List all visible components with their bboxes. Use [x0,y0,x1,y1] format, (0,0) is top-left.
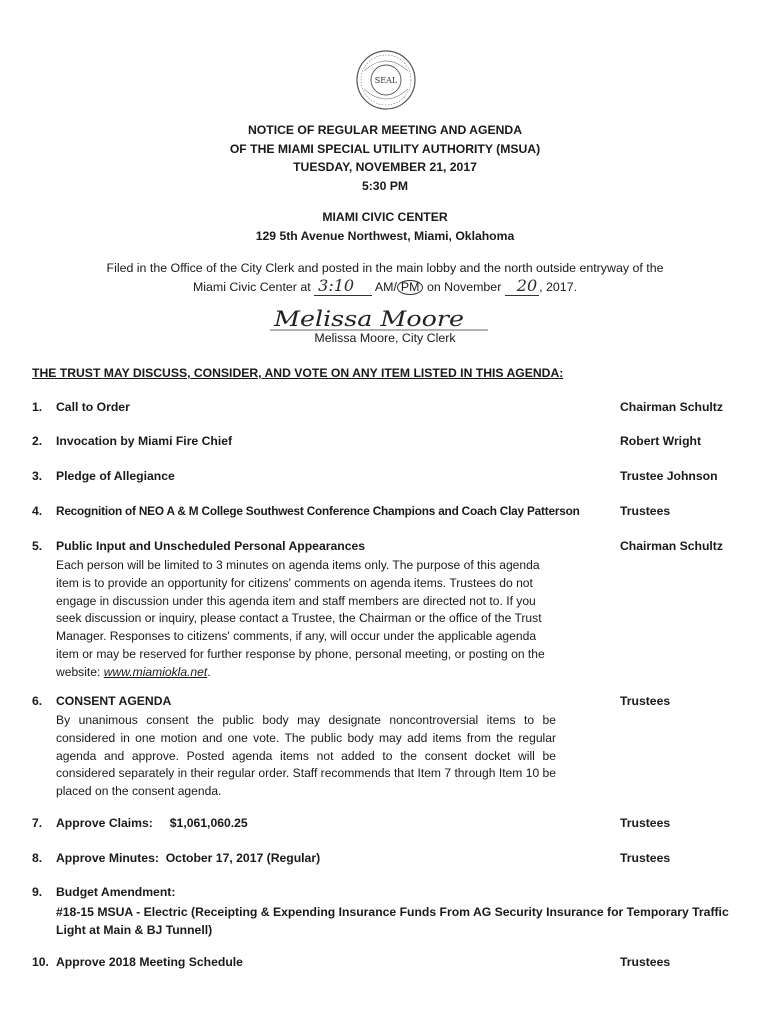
title-line-1: NOTICE OF REGULAR MEETING AND AGENDA [248,123,522,137]
item-title: CONSENT AGENDA [56,694,172,708]
item-presenter: Trustees [620,504,671,518]
item-presenter: Trustees [620,955,671,969]
item-title: Public Input and Unscheduled Personal Appearances [56,539,366,553]
item-presenter: Trustees [620,851,671,865]
item-description [56,557,556,682]
meeting-title [0,121,770,195]
item-presenter: Robert Wright [620,434,702,448]
item-description: By unanimous consent the public body may designate noncontroversial items to be considered in one motion and one vote. The public body may add items from the regular agenda and approve. Posted agenda items not added to the consent docket will be considered separately in their regular order. Staff recommends that Item 7 through Item 10 be placed on the consent agenda. [56,713,556,799]
filing-day: 20 [505,276,539,296]
item-presenter: Chairman Schultz [620,400,723,414]
item-title: Budget Amendment: [56,885,176,899]
item-title: Approve Minutes: October 17, 2017 (Regular) [56,851,321,865]
filing-prefix: Miami Civic Center at [192,280,311,294]
trust-heading: THE TRUST MAY DISCUSS, CONSIDER, AND VOTE ON ANY ITEM LISTED IN THIS AGENDA: [32,366,564,380]
title-line-4: 5:30 PM [361,178,409,193]
item-title: Approve 2018 Meeting Schedule [56,955,243,969]
clerk-name: Melissa Moore, City Clerk [314,331,456,345]
clerk-signature [270,305,490,333]
filing-year: , 2017. [539,280,578,294]
item-presenter: Trustees [620,816,671,830]
signature-text: Melissa Moore [272,307,464,331]
venue [0,208,770,246]
title-line-2: OF THE MIAMI SPECIAL UTILITY AUTHORITY (MSUA) [229,141,541,156]
title-line-3: TUESDAY, NOVEMBER 21, 2017 [293,160,477,174]
item-number: 4. [32,504,43,518]
agenda-item [32,694,738,804]
agenda-item [32,539,738,684]
item-title: Invocation by Miami Fire Chief [56,434,233,448]
seal-text: SEAL [374,76,398,85]
agenda-item [32,885,738,937]
item-presenter: Chairman Schultz [620,539,723,553]
venue-address: 129 5th Avenue Northwest, Miami, Oklahoma [255,229,515,243]
item-title: Call to Order [56,400,130,414]
item-number: 5. [32,539,43,553]
public-input-text: Each person will be limited to 3 minutes on agenda items only. The purpose of this agenda item is to provide an opportunity for citizens' comments on agenda items. Trustees do not engage in discussion under this agenda item and staff members are directed not to. If you seek discussion or inquiry, please contact a Trustee, the Chairman or the office of the Trust Manager. Responses to citizens' comments, if any, will occur under the applicable agenda item or may be reserved for further response by phone, personal meeting, or posting on the website: [56,558,545,679]
public-input-end: . [207,664,211,679]
am-label: AM/ [374,280,397,294]
item-title: Approve Claims: $1,061,060.25 [56,816,248,830]
item-number: 1. [32,400,43,414]
pm-label-circled: PM [397,280,424,295]
item-title: Recognition of NEO A & M College Southwest Conference Champions and Coach Clay Patterson [56,504,580,518]
filing-line-2 [0,277,770,296]
filing-time: 3:10 [314,276,372,296]
item-number: 10. [32,955,49,969]
budget-amendment-detail: #18-15 MSUA - Electric (Receipting & Expending Insurance Funds From AG Security Insurance for Temporary Traffic Light at Main & BJ Tunnell) [56,905,729,937]
item-number: 9. [32,885,43,899]
item-presenter: Trustees [620,694,671,708]
on-november: on November [426,280,502,294]
venue-name: MIAMI CIVIC CENTER [322,210,448,224]
website-link[interactable]: www.miamiokla.net [103,664,208,679]
item-number: 7. [32,816,43,830]
item-number: 6. [32,694,43,708]
item-presenter: Trustee Johnson [620,469,718,483]
filing-line-1: Filed in the Office of the City Clerk and posted in the main lobby and the north outside entryway of the [106,261,664,275]
item-title: Pledge of Allegiance [56,469,175,483]
filing-notice [0,260,770,296]
item-number: 2. [32,434,43,448]
city-seal [354,49,418,111]
item-number: 8. [32,851,43,865]
item-number: 3. [32,469,43,483]
